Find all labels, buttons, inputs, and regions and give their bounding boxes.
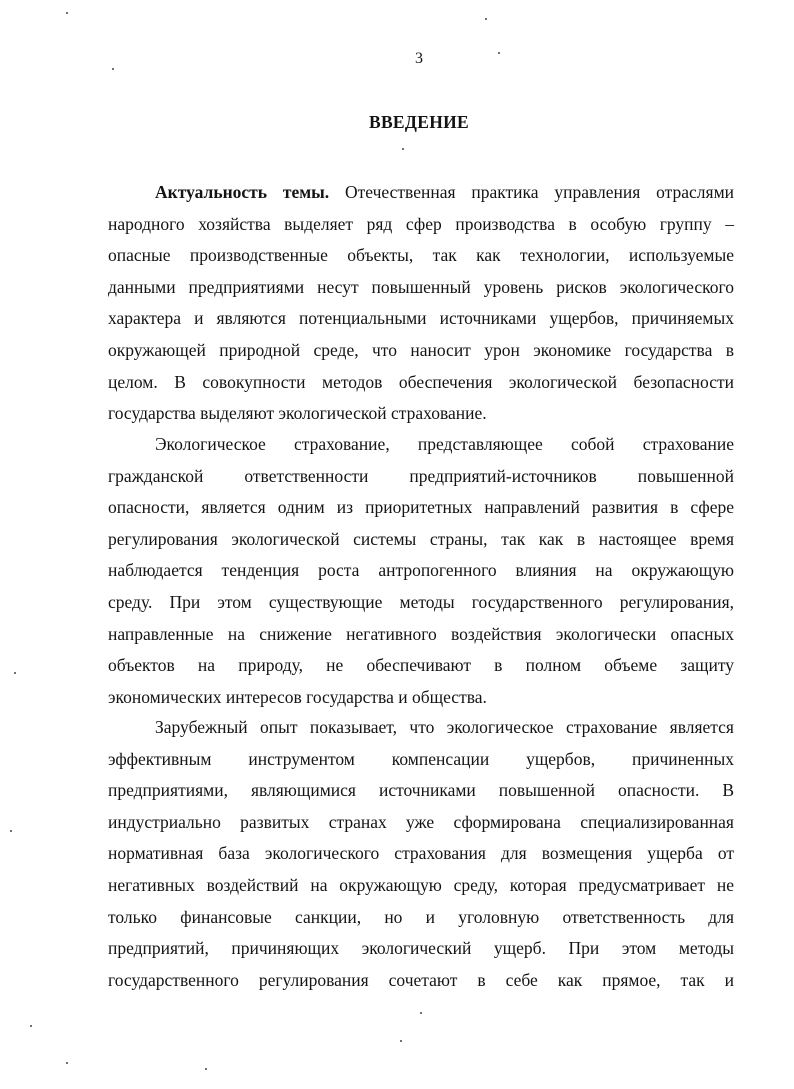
scan-speck <box>14 672 16 674</box>
text-line: Зарубежный опыт показывает, что экологическое страхование является <box>155 717 734 737</box>
text-line: народного хозяйства выделяет ряд сфер производства в особую группу – <box>108 213 734 234</box>
scan-speck <box>402 148 404 150</box>
scan-speck <box>485 18 487 20</box>
text-line: наблюдается тенденция роста антропогенного влияния на окружающую <box>108 560 734 581</box>
scan-speck <box>498 52 500 54</box>
scan-speck <box>112 68 114 70</box>
text-line: среду. При этом существующие методы государственного регулирования, <box>108 591 734 612</box>
text-line: государства выделяют экологической страхование. <box>108 403 487 424</box>
text-line: эффективным инструментом компенсации ущербов, причиненных <box>108 748 734 769</box>
text-line: государственного регулирования сочетают в себе как прямое, так и <box>108 969 734 990</box>
lead-phrase: Актуальность темы. <box>155 182 330 202</box>
text-line: направленные на снижение негативного воздействия экологически опасных <box>108 623 734 644</box>
scan-speck <box>420 1012 422 1014</box>
text-line: объектов на природу, не обеспечивают в полном объеме защиту <box>108 655 734 676</box>
text-line: окружающей природной среде, что наносит урон экономике государства в <box>108 339 734 360</box>
text-line: негативных воздействий на окружающую среду, которая предусматривает не <box>108 874 734 895</box>
scan-speck <box>30 1025 32 1027</box>
text-line: нормативная база экологического страхования для возмещения ущерба от <box>108 843 734 864</box>
text-line: характера и являются потенциальными источниками ущербов, причиняемых <box>108 308 734 329</box>
scan-speck <box>10 830 12 832</box>
text-line: гражданской ответственности предприятий-источников повышенной <box>108 465 734 486</box>
text-line: целом. В совокупности методов обеспечения экологической безопасности <box>108 371 734 392</box>
scan-speck <box>66 12 68 14</box>
page-number: 3 <box>415 50 423 67</box>
text-line: опасные производственные объекты, так как технологии, используемые <box>108 245 734 266</box>
section-heading: ВВЕДЕНИЕ <box>368 112 470 132</box>
text-line: предприятий, причиняющих экологический ущерб. При этом методы <box>108 938 734 959</box>
text-line: Экологическое страхование, представляющее собой страхование <box>155 434 734 454</box>
text-line: предприятиями, являющимися источниками повышенной опасности. В <box>108 780 734 801</box>
scan-speck <box>205 1068 207 1070</box>
text-line: индустриально развитых странах уже сформирована специализированная <box>108 811 734 832</box>
text-line: Актуальность темы. Отечественная практика управления отраслями <box>155 182 735 202</box>
scan-speck <box>66 1062 68 1064</box>
paragraph-foreign-experience <box>108 712 734 996</box>
text-line: регулирования экологической системы страны, так как в настоящее время <box>108 528 734 549</box>
paragraph-insurance <box>108 429 734 713</box>
paragraph-relevance <box>108 177 734 430</box>
scan-speck <box>400 1040 402 1042</box>
text-line: только финансовые санкции, но и уголовную ответственность для <box>108 906 734 927</box>
text-line: данными предприятиями несут повышенный уровень рисков экологического <box>108 276 734 297</box>
text-line: опасности, является одним из приоритетных направлений развития в сфере <box>108 497 734 518</box>
text-line: экономических интересов государства и общества. <box>108 686 487 707</box>
